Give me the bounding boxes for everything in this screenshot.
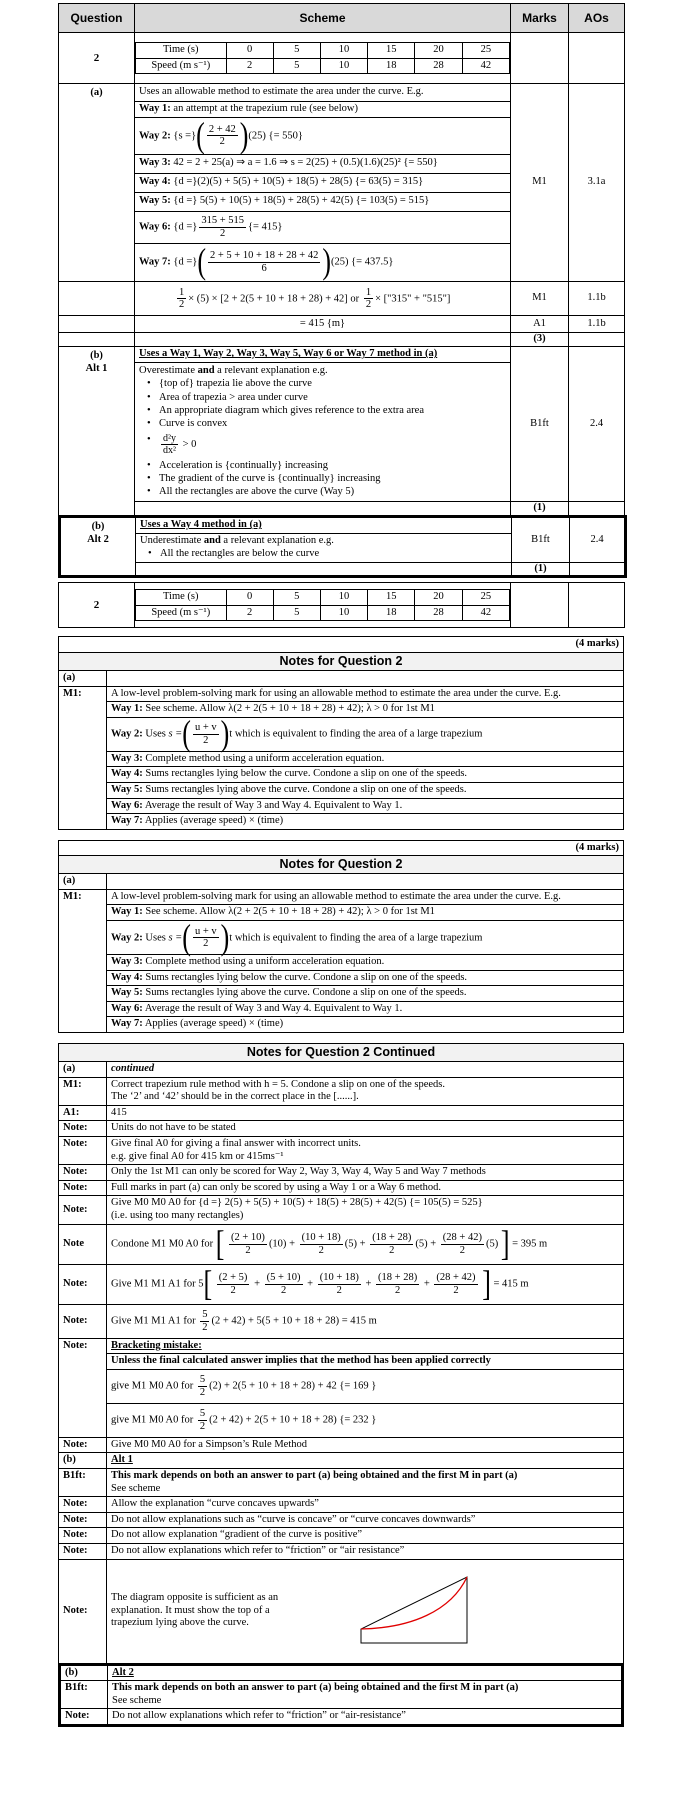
question-number: 2 xyxy=(59,583,135,628)
reason-item: • {top of} trapezia lie above the curve xyxy=(145,377,506,390)
note-way-4: Way 4: Sums rectangles lying below the curve. Condone a slip on one of the speeds. xyxy=(107,767,624,783)
mark-b1ft-alt1: B1ft xyxy=(511,347,569,502)
note-give-415: Give M1 M1 A1 for 5[ $\frac{(2 + 5)}{2}$ + $\frac{(5 + 10)}{2}$ + $\frac{(10 + 18)}{2}$ + $\frac{(18 + 28)}{2}$ + $\frac{(28 + 42)}{2}$ ] = 415 m xyxy=(107,1264,624,1304)
time-value: 15 xyxy=(368,43,415,59)
reason-item: • All the rectangles are below the curve xyxy=(146,547,507,560)
mark-m1-b: M1 xyxy=(511,282,569,316)
part-b-alt2-table xyxy=(58,515,627,578)
data-table-repeat xyxy=(58,582,625,628)
time-value: 0 xyxy=(226,43,273,59)
part-b-alt2-label: (b) Alt 2 xyxy=(60,517,136,577)
header-scheme: Scheme xyxy=(135,4,511,33)
trapezium-rule-row xyxy=(59,282,625,316)
note-condone-395: Condone M1 M0 A0 for [ $\frac{(2 + 10)}{2}$ (10) + $\frac{(10 + 18)}{2}$ (5) + $\frac{(18 + 28)}{2}$ (5) + $\frac{(28 + 42)}{2}$ (5) ] = 395 m xyxy=(107,1224,624,1264)
notes-continued: Notes for Question 2 Continued (a) continued M1: Correct trapezium rule method with h = 5. Condone a slip on one of the speeds. The ‘2’ and ‘42’ should be in the correct place in the [......]. A1: 415 Note: Units do not have to be stated Note: Give final A0 for giving a final answer with incorrect units. e.g. give final A0 for 415 km or 415ms⁻¹ Note: Only the 1st M1 can only be scored for Way 2, Way 3, Way 4, Way 5 and Way 7 methods Note: Full marks in part (a) can only be scored by using a Way 1 or a Way 6 method. Note: Give M0 M0 A0 for {d =} 2(5) + 5(5) + 10(5) + 18(5) + 28(5) + 42(5) {= 105(5) = 525} (i.e. using too many rectangles) Note Condone M1 M0 A0 for [ $\frac{(2 + 10)}{2}$ (10) + $\frac{(10 + 18)}{2}$ (5) + $\frac{(18 + 28)}{2}$ (5) + $\frac{(28 + 42)}{2}$ (5) ] = 395 m Note: Give M1 M1 A1 for 5[ $\frac{(2 + 5)}{2}$ + $\frac{(5 + 10)}{2}$ + $\frac{(10 + 18)}{2}$ + $\frac{(18 + 28)}{2}$ + $\frac{(28 + 42)}{2}$ ] = 415 m Note: Give M1 M1 A1 for $\frac{5}{2}$ (2 + 42) + 5(5 + 10 + 18 + 28) = 415 m Note: Bracketing mistake: Unless the final calculated answer implies that the method has been applied correctly give M1 M0 A0 for $\frac{5}{2}$ (2) + 2(5 + 10 + 18 + 28) + 42 {= 169 } give M1 M0 A0 for $\frac{5}{2}$ (2 + 42) + 2(5 + 10 + 18 + 28) {= 232 } Note: Give M0 M0 A0 for a Simpson’s Rule Method (b) Alt 1 B1ft: This mark depends on both an answer to part (a) being obtained and the first M in part (a) See scheme Note: Allow the explanation “curve concaves upwards” Note: Do not allow explanations such as “curve is concave” or “curve concaves downwards” Note: Do not allow explanation “gradient of the curve is positive” Note: Do not allow explanations which refer to “friction” or “air resistance” Note: The diagram opposite is sufficient as an explanation. It must show the top of a trapezium lying above the curve. xyxy=(58,1043,624,1663)
part-b-alt2-total: (1) xyxy=(512,562,570,577)
scheme-header-row xyxy=(59,4,625,33)
overestimate-reasons xyxy=(139,377,506,498)
part-a-total-row xyxy=(59,333,625,347)
speed-value: 42 xyxy=(462,58,509,74)
part-a-total: (3) xyxy=(511,333,569,347)
time-value: 10 xyxy=(320,43,367,59)
header-aos: AOs xyxy=(569,4,625,33)
part-b-alt1-label: (b) Alt 1 xyxy=(59,347,135,516)
speed-value: 18 xyxy=(368,58,415,74)
note-way-2: Way 2: Uses s =( $\frac{u + v}{2}$ )t which is equivalent to finding the area of a large trapezium xyxy=(107,717,624,751)
reason-item: • All the rectangles are above the curve (Way 5) xyxy=(145,485,506,498)
part-b-alt1-row xyxy=(59,347,625,502)
way-3: Way 3: 42 = 2 + 25(a) ⇒ a = 1.6 ⇒ s = 2(25) + (0.5)(1.6)(25)² {= 550} xyxy=(135,154,510,173)
speed-value: 5 xyxy=(273,58,320,74)
part-b-alt1-total: (1) xyxy=(511,502,569,516)
note-way-6: Way 6: Average the result of Way 3 and Way 4. Equivalent to Way 1. xyxy=(107,798,624,814)
reason-item: • The gradient of the curve is {continually} increasing xyxy=(145,472,506,485)
answer-value: = 415 {m} xyxy=(135,316,511,333)
part-b-alt2-row xyxy=(60,517,626,562)
speed-label: Speed (m s⁻¹) xyxy=(136,58,227,74)
notes-marks-total: (4 marks) xyxy=(59,637,624,653)
part-b-alt2-heading: Uses a Way 4 method in (a) xyxy=(136,518,511,533)
part-a-intro: Uses an allowable method to estimate the area under the curve. E.g. xyxy=(135,84,510,101)
note-way-7: Way 7: Applies (average speed) × (time) xyxy=(107,814,624,830)
speed-value: 28 xyxy=(415,58,462,74)
part-b-alt1-total-row xyxy=(59,502,625,516)
notes-continued-title: Notes for Question 2 Continued xyxy=(59,1044,624,1062)
time-speed-table xyxy=(135,42,510,74)
way-5: Way 5: {d =} 5(5) + 10(5) + 18(5) + 28(5) + 42(5) {= 103(5) = 515} xyxy=(135,192,510,211)
notes-m1-label: M1: xyxy=(59,686,107,829)
speed-value: 10 xyxy=(320,58,367,74)
reason-item: • Acceleration is {continually} increasing xyxy=(145,459,506,472)
ao-m1-b: 1.1b xyxy=(569,282,625,316)
time-value: 20 xyxy=(415,43,462,59)
way-4: Way 4: {d =}(2)(5) + 5(5) + 10(5) + 18(5) + 28(5) {= 63(5) = 315} xyxy=(135,173,510,192)
header-question: Question xyxy=(59,4,135,33)
time-label: Time (s) xyxy=(136,43,227,59)
mark-a1: A1 xyxy=(511,316,569,333)
part-b-alt2-body: Underestimate and a relevant explanation e.g. • All the rectangles are below the curve xyxy=(136,533,511,561)
header-marks: Marks xyxy=(511,4,569,33)
part-a-methods xyxy=(135,84,510,281)
notes-block: (4 marks) Notes for Question 2 (a) M1: A low-level problem-solving mark for using an allowable method to estimate the area under the curve. E.g. Way 1: See scheme. Allow λ(2 + 2(5 + 10 + 18 + 28) + 42); λ > 0 for 1st M1 Way 2: Uses s =( $\frac{u + v}{2}$ )t which is equivalent to finding the area of a large trapezium Way 3: Complete method using a uniform acceleration equation. Way 4: Sums rectangles lying below the curve. Condone a slip on one of the speeds. Way 5: Sums rectangles lying above the curve. Condone a slip on one of the speeds. Way 6: Average the result of Way 3 and Way 4. Equivalent to Way 1. Way 7: Applies (average speed) × (time) xyxy=(58,636,624,829)
way-6: Way 6: {d =} $\frac{315 + 515}{2}$ {= 415} xyxy=(135,211,510,243)
ao-b1ft-alt2: 2.4 xyxy=(570,517,626,562)
notes-alt2: (b) Alt 2 B1ft: This mark depends on both an answer to part (a) being obtained and the first M in part (a) See scheme Note: Do not allow explanations which refer to “friction” or “air-resistance” xyxy=(58,1663,624,1727)
diagram-note: The diagram opposite is sufficient as an explanation. It must show the top of a trapezium lying above the curve. xyxy=(107,1559,624,1663)
ao-b1ft-alt1: 2.4 xyxy=(569,347,625,502)
reason-item: • $\frac{\text{d²y}}{\text{dx²}}$ > 0 xyxy=(145,430,506,459)
time-value: 5 xyxy=(273,43,320,59)
ao-m1-a: 3.1a xyxy=(569,84,625,282)
question-number: 2 xyxy=(59,33,135,84)
answer-row xyxy=(59,316,625,333)
way-7: Way 7: {d =}( $\frac{2 + 5 + 10 + 18 + 28 + 42}{6}$ )(25) {= 437.5} xyxy=(139,241,394,283)
part-a-label: (a) xyxy=(59,84,135,282)
notes-title: Notes for Question 2 xyxy=(59,652,624,670)
time-speed-table: Time (s) 0 5 10 15 20 25 Speed (m s⁻¹) 2 5 10 18 28 42 xyxy=(135,589,510,621)
reason-item: • Area of trapezia > area under curve xyxy=(145,391,506,404)
part-b-alt1-body: Overestimate and a relevant explanation e.g. • {top of} trapezia lie above the curve • Area of trapezia > area under curve • An appropriate diagram which gives reference to the extra area • Curve is convex • $\frac{\text{d²y}}{\text{dx²}}$ > 0 • Acceleration is {continually} increasing • The gradient of the curve is {continually} increasing • All the rectangles are above the curve (Way 5) xyxy=(135,362,510,501)
trapezium-rule: $\frac{1}{2}$ × (5) × [2 + 2(5 + 10 + 18 + 28) + 42] or $\frac{1}{2}$ × ["315" + "515"] xyxy=(135,282,511,316)
time-value: 25 xyxy=(462,43,509,59)
note-way-5: Way 5: Sums rectangles lying above the curve. Condone a slip on one of the speeds. xyxy=(107,782,624,798)
note-way-3: Way 3: Complete method using a uniform acceleration equation. xyxy=(107,751,624,767)
way-1: Way 1: an attempt at the trapezium rule (see below) xyxy=(135,101,510,117)
part-a-row xyxy=(59,84,625,282)
trapezium-outline xyxy=(361,1577,467,1643)
part-b-alt1-heading: Uses a Way 1, Way 2, Way 3, Way 5, Way 6 or Way 7 method in (a) xyxy=(135,347,510,362)
scheme-table xyxy=(58,3,625,516)
notes-block: (4 marks) Notes for Question 2 (a) M1: A low-level problem-solving mark for using an allowable method to estimate the area under the curve. E.g. Way 1: See scheme. Allow λ(2 + 2(5 + 10 + 18 + 28) + 42); λ > 0 for 1st M1 Way 2: Uses s =( $\frac{u + v}{2}$ )t which is equivalent to finding the area of a large trapezium Way 3: Complete method using a uniform acceleration equation. Way 4: Sums rectangles lying below the curve. Condone a slip on one of the speeds. Way 5: Sums rectangles lying above the curve. Condone a slip on one of the speeds. Way 6: Average the result of Way 3 and Way 4. Equivalent to Way 1. Way 7: Applies (average speed) × (time) xyxy=(58,840,624,1033)
mark-b1ft-alt2: B1ft xyxy=(512,517,570,562)
note-way-1: Way 1: See scheme. Allow λ(2 + 2(5 + 10 + 18 + 28) + 42); λ > 0 for 1st M1 xyxy=(107,702,624,718)
trapezium-curve-diagram xyxy=(351,1571,481,1651)
ao-a1: 1.1b xyxy=(569,316,625,333)
data-table-row xyxy=(59,33,625,84)
reason-item: • An appropriate diagram which gives reference to the extra area xyxy=(145,404,506,417)
notes-m1-text: A low-level problem-solving mark for using an allowable method to estimate the area under the curve. E.g. xyxy=(107,686,624,702)
mark-m1-a: M1 xyxy=(511,84,569,282)
reason-item: • Curve is convex xyxy=(145,417,506,430)
way-2: Way 2: {s =}( $\frac{2 + 42}{2}$ )(25) {= 550} xyxy=(135,117,510,154)
speed-value: 2 xyxy=(226,58,273,74)
